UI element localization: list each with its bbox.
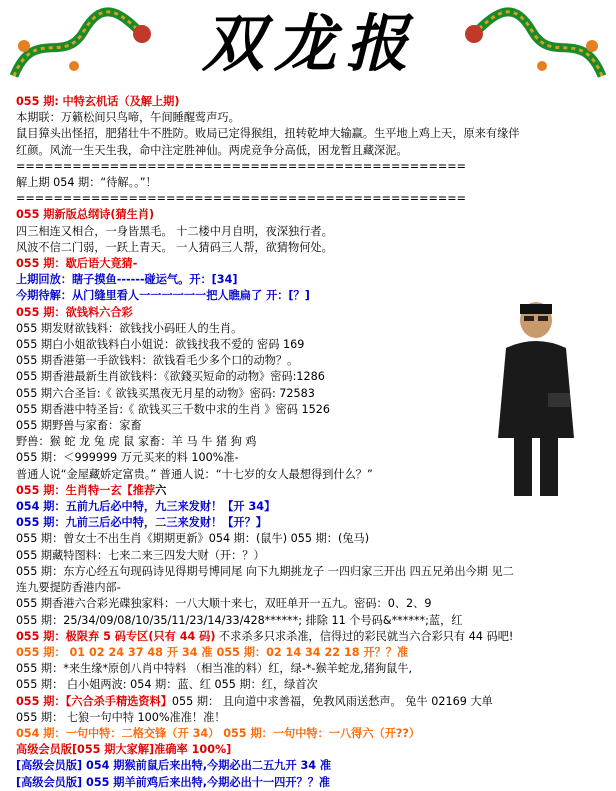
line-segment: 六 — [155, 483, 167, 497]
line-segment: 055 期：生肖特一玄【推荐 — [16, 483, 156, 497]
line-segment: 055 期： 01 02 24 37 48 开 34 准 055 期：02 14 34 22 18 开？？准 — [16, 645, 409, 659]
line-segment: 055 期：＜999999 万元买来的料 100%准- — [16, 451, 239, 465]
line-segment: [高级会员版] 054 期猴前鼠后来出特,今期必出二五九开 34 准 — [16, 759, 332, 773]
line-segment: 055 期：极限弃 5 码专区(只有 44 码) — [16, 629, 216, 643]
line-segment: 连九要提防香港内部- — [16, 581, 121, 595]
line-segment: 055 期香港第一手欲钱料：欲钱看毛少多个口的动物？。 — [16, 354, 299, 368]
bulletin-line — [16, 661, 602, 677]
bulletin-line — [16, 126, 602, 142]
bulletin-line — [16, 143, 602, 159]
line-segment: 055 期香港六合彩光碟独家料：一八大顺十来七，双旺单开一五九。密码：0、2、9 — [16, 597, 432, 611]
line-segment: 054 期：五前九后必中特，九三来发财！【开 34】 — [16, 500, 276, 514]
line-segment: 今期待解：从门缝里看人一一一一一一把人瞧扁了 开：[？] — [16, 289, 310, 303]
line-segment: 055 期六合圣旨:《 欲钱买黑夜无月星的动物》密码: 72583 — [16, 386, 315, 400]
line-segment: 本期联：万籁松间只鸟啼，午间睡醒莺声巧。 — [16, 111, 240, 125]
left-dragon-icon — [4, 6, 154, 86]
page-header — [0, 0, 616, 95]
man-in-suit-image — [488, 298, 583, 503]
line-segment: 解上期 054 期：“待解。。”！ — [16, 176, 157, 190]
line-segment: 风波不信二门弱，一跃上青天。 一人猜码三人帮，欲猜物何处。 — [16, 240, 333, 254]
line-segment: 不求杀多只求杀准，信得过的彩民就当六合彩只有 44 码吧! — [215, 629, 514, 643]
bulletin-line — [16, 613, 602, 629]
bulletin-line — [16, 240, 602, 256]
line-segment: 四三相连又相合，一身皆黑毛。 十二楼中月自明，夜深独行者。 — [16, 224, 333, 238]
bulletin-line — [16, 548, 602, 564]
line-segment: 055 期：九前三后必中特，二三来发财！【开？】 — [16, 516, 267, 530]
bulletin-line — [16, 94, 602, 110]
bulletin-line — [16, 191, 602, 207]
line-segment: 055 期： 白小姐两波: 054 期：蓝、红 055 期：红，绿首次 — [16, 678, 318, 692]
bulletin-line — [16, 110, 602, 126]
line-segment: 055 期： 且向道中求善福，免教风雨送愁声。 兔牛 02169 大单 — [171, 694, 493, 708]
bulletin-line — [16, 256, 602, 272]
line-segment: 055 期：*来生缘*原创八肖中特料 （相当准的料）红，绿-*-猴羊蛇龙,猪狗鼠牛, — [16, 662, 413, 676]
line-segment: 055 期香港中特圣旨:《 欲钱买三千数中求的生肖 》密码 1526 — [16, 402, 330, 416]
bulletin-line — [16, 272, 602, 288]
bulletin-line — [16, 677, 602, 693]
line-segment: 055 期白小姐欲钱料白小姐说：欲钱找我不爱的 密码 169 — [16, 338, 305, 352]
line-segment: 055 期：【六合杀手精选资料】 — [16, 694, 172, 708]
line-segment: 054 期：一句中特：二格交锋（开 34） 055 期：一句中特：一八得六（开??） — [16, 726, 421, 740]
line-segment: 中特玄机话（及解上期) — [62, 95, 180, 108]
bulletin-line — [16, 694, 602, 710]
bulletin-line — [16, 159, 602, 175]
line-segment: 055 期：东方心经五句现码诗见得期号博同尾 向下九期挑龙子 一四归家三开出 四五兄弟出今期 见二 — [16, 564, 514, 578]
line-segment: 055 期： 七狼一句中特 100%准准！准！ — [16, 710, 226, 724]
line-segment: 普通人说“金屋藏娇定富贵。” 普通人说：“十七岁的女人最想得到什么？” — [16, 467, 373, 481]
bulletin-line — [16, 629, 602, 645]
line-segment: 055 期香港最新生肖欲钱料：《欲錢买短命的动物》密码:1286 — [16, 370, 325, 384]
right-dragon-icon — [462, 6, 612, 86]
bulletin-line — [16, 224, 602, 240]
line-segment: 055 期：歇后语大竟猜- — [16, 257, 138, 271]
line-segment: [高级会员版] 055 期羊前鸡后来出特,今期必出十一四开？？准 — [16, 775, 331, 789]
bulletin-line — [16, 645, 602, 661]
line-segment: 055 期: — [16, 95, 59, 108]
line-segment: ================================================ — [16, 192, 466, 206]
bulletin-line — [16, 564, 602, 580]
bulletin-line — [16, 775, 602, 791]
line-segment: 055 期发财欲钱料：欲钱找小码旺人的生肖。 — [16, 321, 243, 335]
line-segment: 055 期：25/34/09/08/10/35/11/23/14/33/428******; 排除 11 个号码&******;蓝，红 — [16, 613, 463, 627]
line-segment: 055 期野兽与家畜：家畜 — [16, 419, 142, 433]
line-segment: 055 期藏特图料：七来二来三四发大财（开：？） — [16, 548, 265, 562]
line-segment: 055 期：欲钱料六合彩 — [16, 305, 133, 319]
bulletin-line — [16, 742, 602, 758]
bulletin-line — [16, 580, 602, 596]
bulletin-line — [16, 758, 602, 774]
bulletin-line — [16, 726, 602, 742]
bulletin-line — [16, 175, 602, 191]
line-segment: ================================================ — [16, 159, 466, 173]
line-segment: 055 期：曾女士不出生肖《期期更新》054 期：(鼠牛) 055 期：(兔马) — [16, 532, 370, 546]
bulletin-line — [16, 531, 602, 547]
bulletin-line — [16, 207, 602, 223]
line-segment: 高级会员版[055 期大家解]准确率 100%] — [16, 743, 232, 757]
line-segment: 野兽：猴 蛇 龙 兔 虎 鼠 家畜：羊 马 牛 猪 狗 鸡 — [16, 435, 257, 449]
line-segment: 上期回放：瞎子摸鱼------碰运气。开：[34] — [16, 273, 238, 287]
line-segment: 055 期新版总纲诗(猜生肖) — [16, 208, 155, 222]
page-title: 双龙报 — [201, 7, 418, 80]
bulletin-line — [16, 710, 602, 726]
line-segment: 红颜。风流一生天生我，命中注定胜神仙。两虎竞争分高低，困龙暂且藏深泥。 — [16, 143, 408, 157]
bulletin-line — [16, 596, 602, 612]
bulletin-line — [16, 515, 602, 531]
line-segment: 鼠目獐头出怪招，肥猪壮牛不胜防。败局已定得猴组，扭转乾坤大输赢。生平地上鸡上天，原来有缘伴 — [16, 127, 520, 141]
